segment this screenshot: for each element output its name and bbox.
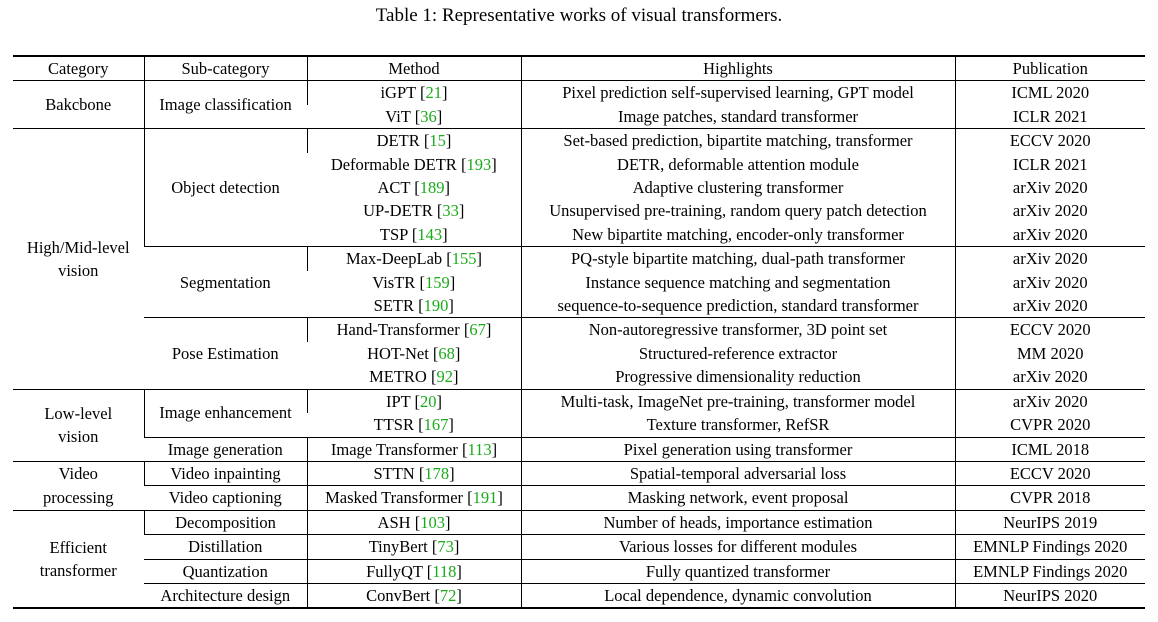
category-cell — [13, 129, 144, 389]
publication-cell: ICML 2020 — [955, 81, 1145, 105]
method-name: DETR — [376, 131, 420, 151]
highlight-cell: Structured-reference extractor — [521, 342, 955, 365]
highlight-cell: Image patches, standard transformer — [521, 105, 955, 129]
method-name: VisTR — [372, 272, 416, 292]
citation-link[interactable]: 103 — [420, 512, 445, 532]
table-row — [13, 535, 1145, 559]
method-cell: UP-DETR [33] — [363, 201, 465, 221]
method-cell: ConvBert [72] — [307, 583, 521, 608]
citation-link[interactable]: 178 — [424, 463, 450, 483]
highlight-cell: Spatial-temporal adversarial loss — [521, 461, 955, 485]
citation-link[interactable]: 68 — [438, 343, 455, 363]
method-name: METRO — [369, 367, 427, 387]
method-name: UP-DETR — [363, 201, 433, 221]
sub-category-cell: Video inpainting — [144, 461, 307, 485]
citation-link[interactable]: 15 — [429, 131, 446, 151]
method-name: SETR — [373, 296, 414, 316]
publication-cell: EMNLP Findings 2020 — [955, 535, 1145, 559]
method-cell: STTN [178] — [307, 461, 521, 485]
table-row — [13, 81, 1145, 105]
method-name: iGPT — [380, 83, 416, 103]
method-name: FullyQT — [366, 561, 423, 581]
method-name: TSP — [379, 224, 408, 244]
method-cell: TTSR [167] — [373, 415, 454, 435]
category-cell — [13, 510, 144, 608]
method-name: ConvBert — [366, 585, 431, 605]
method-name: TinyBert — [368, 537, 428, 557]
highlight-cell: Set-based prediction, bipartite matching, transformer — [521, 129, 955, 153]
method-name: STTN — [373, 463, 415, 483]
highlight-cell: Number of heads, importance estimation — [521, 510, 955, 534]
sub-category-cell: Object detection — [144, 129, 307, 247]
sub-category-cell: Image enhancement — [144, 389, 307, 437]
citation-link[interactable]: 159 — [424, 272, 450, 292]
method-cell: Masked Transformer [191] — [307, 486, 521, 510]
citation-link[interactable]: 20 — [420, 391, 437, 411]
method-cell: Max-DeepLab [155] — [307, 247, 521, 271]
highlight-cell: DETR, deformable attention module — [521, 153, 955, 176]
category-label: processing — [42, 487, 114, 507]
method-cell: VisTR [159] — [372, 272, 456, 292]
highlight-cell: Pixel prediction self-supervised learning, GPT model — [521, 81, 955, 105]
method-name: ViT — [385, 106, 411, 126]
category-label: vision — [58, 427, 99, 447]
highlight-cell: Texture transformer, RefSR — [521, 413, 955, 437]
sub-category-cell: Distillation — [144, 535, 307, 559]
header-row — [13, 56, 1145, 81]
table-body — [13, 81, 1145, 608]
publication-cell: arXiv 2020 — [955, 223, 1145, 247]
method-cell: IPT [20] — [307, 389, 521, 413]
category-label: vision — [58, 260, 99, 280]
table-row — [13, 437, 1145, 461]
citation-link[interactable]: 67 — [469, 320, 486, 340]
table-row — [13, 129, 1145, 153]
method-name: Masked Transformer — [325, 488, 464, 508]
highlight-cell: Non-autoregressive transformer, 3D point set — [521, 318, 955, 342]
sub-category-cell: Image classification — [144, 81, 307, 129]
category-cell — [13, 461, 144, 510]
method-cell: Deformable DETR [193] — [330, 154, 497, 174]
method-cell: DETR [15] — [307, 129, 521, 153]
publication-cell: arXiv 2020 — [955, 176, 1145, 199]
category-cell — [13, 389, 144, 461]
table-row — [13, 389, 1145, 413]
method-name: TTSR — [373, 415, 414, 435]
category-label: Bakcbone — [45, 95, 112, 115]
highlight-cell: Progressive dimensionality reduction — [521, 365, 955, 389]
publication-cell: ICML 2018 — [955, 437, 1145, 461]
method-cell: ViT [36] — [385, 106, 443, 126]
highlight-cell: sequence-to-sequence prediction, standard transformer — [521, 294, 955, 318]
method-cell: SETR [190] — [373, 296, 454, 316]
method-name: Hand-Transformer — [336, 320, 460, 340]
works-table — [13, 55, 1145, 609]
category-cell — [13, 81, 144, 129]
citation-link[interactable]: 33 — [442, 201, 459, 221]
citation-link[interactable]: 155 — [451, 249, 477, 269]
sub-category-cell: Segmentation — [144, 247, 307, 318]
highlight-cell: Fully quantized transformer — [521, 559, 955, 583]
method-cell: ACT [189] — [377, 178, 451, 198]
publication-cell: CVPR 2018 — [955, 486, 1145, 510]
citation-link[interactable]: 189 — [419, 178, 445, 198]
category-label: Low-level — [44, 403, 113, 423]
table-row — [13, 559, 1145, 583]
highlight-cell: Adaptive clustering transformer — [521, 176, 955, 199]
highlight-cell: Masking network, event proposal — [521, 486, 955, 510]
method-cell: FullyQT [118] — [307, 559, 521, 583]
category-label: transformer — [39, 561, 117, 581]
publication-cell: NeurIPS 2019 — [955, 510, 1145, 534]
header-category: Category — [48, 59, 109, 78]
citation-link[interactable]: 21 — [425, 83, 443, 103]
highlight-cell: Pixel generation using transformer — [521, 437, 955, 461]
table-row — [13, 486, 1145, 510]
method-name: Deformable DETR — [330, 154, 457, 174]
header-publication: Publication — [955, 56, 1145, 81]
method-cell: METRO [92] — [369, 367, 459, 387]
category-label: Efficient — [49, 537, 107, 557]
citation-link[interactable]: 143 — [417, 224, 443, 244]
publication-cell: ECCV 2020 — [955, 129, 1145, 153]
highlight-cell: Instance sequence matching and segmentation — [521, 271, 955, 294]
sub-category-cell: Architecture design — [144, 583, 307, 608]
table-row — [13, 461, 1145, 485]
method-name: ASH — [377, 512, 411, 532]
sub-category-cell: Video captioning — [144, 486, 307, 510]
sub-category-cell: Image generation — [144, 437, 307, 461]
method-cell: iGPT [21] — [307, 81, 521, 105]
sub-category-cell: Decomposition — [144, 510, 307, 534]
method-name: ACT — [377, 178, 411, 198]
highlight-cell: Multi-task, ImageNet pre-training, transformer model — [521, 389, 955, 413]
method-name: IPT — [385, 391, 411, 411]
method-cell: Image Transformer [113] — [307, 437, 521, 461]
method-cell: ASH [103] — [307, 510, 521, 534]
publication-cell: MM 2020 — [955, 342, 1145, 365]
table-row — [13, 583, 1145, 608]
method-name: HOT-Net — [367, 343, 429, 363]
header-highlights: Highlights — [521, 56, 955, 81]
publication-cell: ECCV 2020 — [955, 461, 1145, 485]
citation-link[interactable]: 191 — [472, 488, 498, 508]
highlight-cell: PQ-style bipartite matching, dual-path transformer — [521, 247, 955, 271]
citation-link[interactable]: 190 — [423, 296, 449, 316]
table-row — [13, 318, 1145, 342]
highlight-cell: Various losses for different modules — [521, 535, 955, 559]
citation-link[interactable]: 72 — [439, 585, 457, 605]
publication-cell: arXiv 2020 — [955, 294, 1145, 318]
table-caption: Table 1: Representative works of visual transformers. — [375, 5, 783, 26]
method-cell: HOT-Net [68] — [367, 343, 461, 363]
table-row — [13, 510, 1145, 534]
publication-cell: CVPR 2020 — [955, 413, 1145, 437]
table-row — [13, 247, 1145, 271]
citation-link[interactable]: 36 — [420, 106, 437, 126]
category-label: Video — [58, 464, 98, 484]
publication-cell: EMNLP Findings 2020 — [955, 559, 1145, 583]
publication-cell: NeurIPS 2020 — [955, 583, 1145, 608]
publication-cell: ICLR 2021 — [955, 153, 1145, 176]
category-label: High/Mid-level — [26, 237, 130, 257]
sub-category-cell: Pose Estimation — [144, 318, 307, 389]
publication-cell: arXiv 2020 — [955, 271, 1145, 294]
method-cell: TSP [143] — [379, 224, 448, 244]
publication-cell: arXiv 2020 — [955, 199, 1145, 222]
highlight-cell: New bipartite matching, encoder-only transformer — [521, 223, 955, 247]
publication-cell: arXiv 2020 — [955, 365, 1145, 389]
highlight-cell: Unsupervised pre-training, random query patch detection — [521, 199, 955, 222]
citation-link[interactable]: 113 — [467, 439, 492, 459]
publication-cell: ECCV 2020 — [955, 318, 1145, 342]
method-cell: TinyBert [73] — [307, 535, 521, 559]
header-sub-category: Sub-category — [144, 56, 307, 81]
citation-link[interactable]: 73 — [437, 537, 454, 557]
publication-cell: ICLR 2021 — [955, 105, 1145, 129]
citation-link[interactable]: 167 — [423, 415, 449, 435]
citation-link[interactable]: 193 — [466, 154, 492, 174]
citation-link[interactable]: 92 — [436, 367, 453, 387]
method-cell: Hand-Transformer [67] — [307, 318, 521, 342]
citation-link[interactable]: 118 — [432, 561, 457, 581]
sub-category-cell: Quantization — [144, 559, 307, 583]
highlight-cell: Local dependence, dynamic convolution — [521, 583, 955, 608]
method-name: Max-DeepLab — [345, 249, 443, 269]
method-name: Image Transformer — [330, 439, 458, 459]
publication-cell: arXiv 2020 — [955, 247, 1145, 271]
header-method: Method — [307, 56, 521, 81]
publication-cell: arXiv 2020 — [955, 389, 1145, 413]
